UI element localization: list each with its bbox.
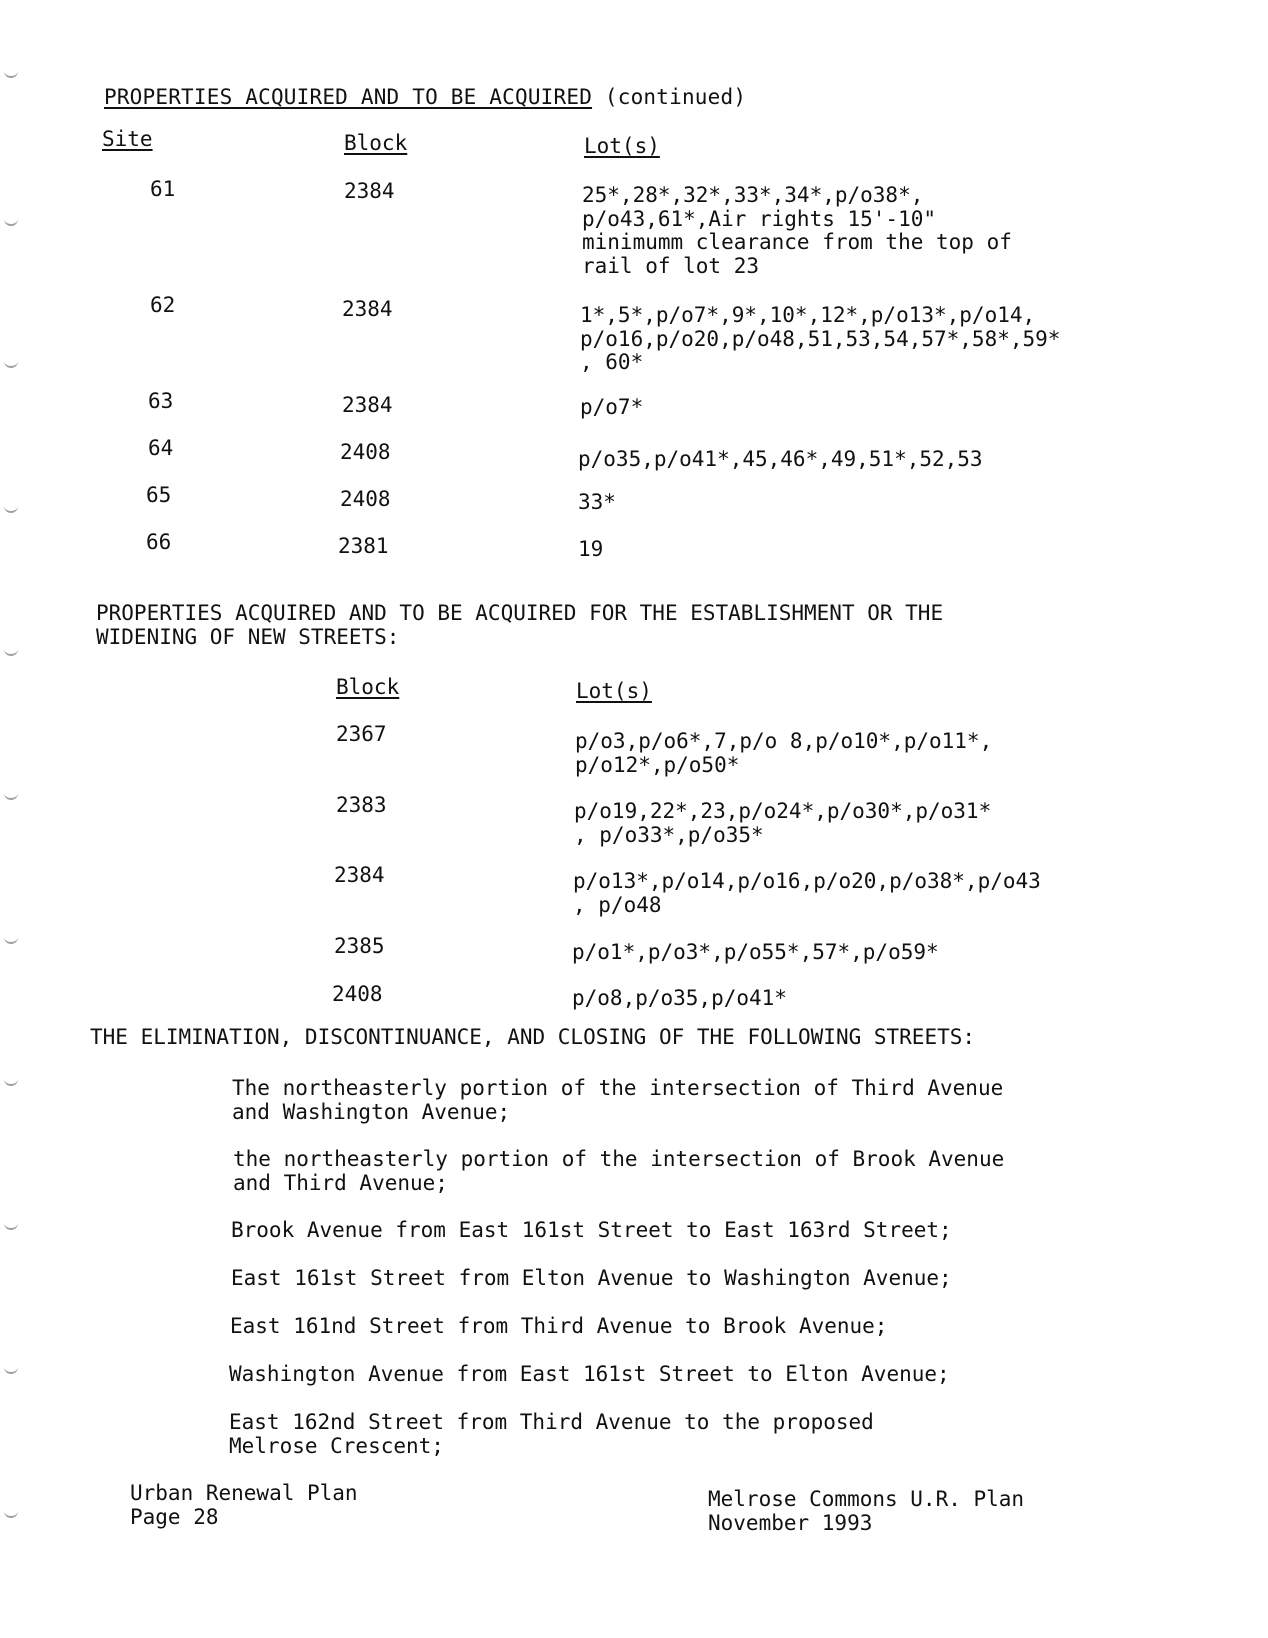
lot-list: 1*,5*,p/o7*,9*,10*,12*,p/o13*,p/o14, p/o16,p/o20,p/o48,51,53,54,57*,58*,59*, 60* [580, 303, 1061, 375]
lot-list: p/o13*,p/o14,p/o16,p/o20,p/o38*,p/o43, p/o48 [573, 869, 1041, 917]
scan-margin-mark [4, 505, 18, 513]
section-heading [104, 86, 746, 110]
street-item: Brook Avenue from East 161st Street to East 163rd Street; [231, 1218, 952, 1242]
street-closing-heading: THE ELIMINATION, DISCONTINUANCE, AND CLOSING OF THE FOLLOWING STREETS: [90, 1025, 976, 1049]
header-lots: Lot(s) [576, 679, 652, 703]
street-item: The northeasterly portion of the intersection of Third Avenue and Washington Avenue; [232, 1076, 1004, 1124]
site-number: 64 [148, 436, 174, 460]
site-number: 62 [150, 293, 176, 317]
scan-margin-mark [4, 1510, 18, 1518]
footer-right [708, 1488, 1024, 1535]
lot-list: 25*,28*,32*,33*,34*,p/o38*, p/o43,61*,Air rights 15'-10" minimumm clearance from the top of rail of lot 23 [582, 183, 1012, 278]
street-item: Washington Avenue from East 161st Street to Elton Avenue; [229, 1362, 950, 1386]
block-number: 2384 [342, 393, 393, 417]
site-number: 61 [150, 177, 176, 201]
lot-list: p/o1*,p/o3*,p/o55*,57*,p/o59* [572, 940, 939, 964]
footer-doc-title: Urban Renewal Plan [130, 1481, 358, 1505]
header-block: Block [336, 675, 400, 699]
scan-margin-mark [4, 1222, 18, 1230]
scan-margin-mark [4, 936, 18, 944]
lot-list: p/o7* [580, 395, 644, 419]
lot-list: 33* [578, 490, 616, 514]
page-number: Page 28 [130, 1504, 219, 1529]
footer-left [130, 1482, 358, 1529]
street-item: East 161nd Street from Third Avenue to Brook Avenue; [230, 1314, 888, 1338]
block-number: 2408 [332, 982, 383, 1006]
scan-margin-mark [4, 648, 18, 656]
block-number: 2384 [344, 179, 395, 203]
block-number: 2367 [336, 722, 387, 746]
footer-date: November 1993 [708, 1510, 873, 1535]
header-lots: Lot(s) [584, 134, 660, 158]
block-number: 2383 [336, 793, 387, 817]
footer-plan-name: Melrose Commons U.R. Plan [708, 1487, 1025, 1511]
lot-list: p/o8,p/o35,p/o41* [572, 986, 787, 1010]
header-site: Site [102, 127, 153, 151]
heading-underlined-text: PROPERTIES ACQUIRED AND TO BE ACQUIRED [104, 85, 593, 109]
scan-margin-mark [4, 792, 18, 800]
lot-list: p/o19,22*,23,p/o24*,p/o30*,p/o31*, p/o33*,p/o35* [574, 799, 992, 847]
scan-margin-mark [4, 1366, 18, 1374]
scan-margin-mark [4, 70, 18, 78]
street-item: East 162nd Street from Third Avenue to the proposed Melrose Crescent; [229, 1410, 874, 1458]
scan-margin-mark [4, 218, 18, 226]
block-number: 2384 [342, 297, 393, 321]
new-streets-heading: PROPERTIES ACQUIRED AND TO BE ACQUIRED FOR THE ESTABLISHMENT OR THE WIDENING OF NEW STREETS: [96, 601, 944, 649]
header-block: Block [344, 131, 408, 155]
street-item: East 161st Street from Elton Avenue to Washington Avenue; [231, 1266, 952, 1290]
block-number: 2408 [340, 487, 391, 511]
site-number: 65 [146, 483, 172, 507]
block-number: 2381 [338, 534, 389, 558]
site-number: 63 [148, 389, 174, 413]
block-number: 2384 [334, 863, 385, 887]
heading-suffix: (continued) [604, 85, 747, 109]
scan-margin-mark [4, 360, 18, 368]
lot-list: 19 [578, 537, 604, 561]
block-number: 2408 [340, 440, 391, 464]
block-number: 2385 [334, 934, 385, 958]
street-item: the northeasterly portion of the intersection of Brook Avenue and Third Avenue; [233, 1147, 1005, 1195]
lot-list: p/o35,p/o41*,45,46*,49,51*,52,53 [578, 447, 983, 471]
site-number: 66 [146, 530, 172, 554]
scan-margin-mark [4, 1078, 18, 1086]
lot-list: p/o3,p/o6*,7,p/o 8,p/o10*,p/o11*, p/o12*,p/o50* [575, 729, 993, 777]
